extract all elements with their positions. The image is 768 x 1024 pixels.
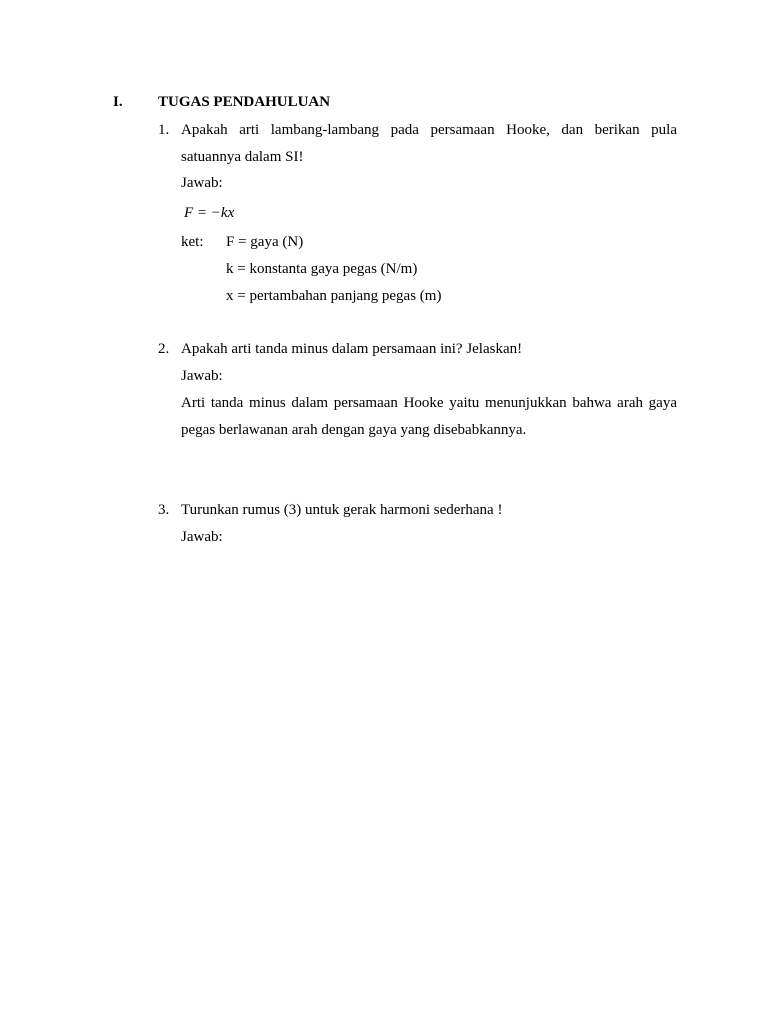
q3-question: Turunkan rumus (3) untuk gerak harmoni sederhana ! bbox=[181, 502, 503, 518]
section-title: TUGAS PENDAHULUAN bbox=[158, 94, 331, 110]
q1-ket-item: k = konstanta gaya pegas (N/m) bbox=[226, 261, 418, 277]
section-number: I. bbox=[113, 94, 123, 110]
q2-answer-label: Jawab: bbox=[181, 368, 223, 384]
q3-answer-label: Jawab: bbox=[181, 529, 223, 545]
q1-formula: F = −kx bbox=[184, 205, 235, 221]
q2-number: 2. bbox=[158, 341, 170, 357]
q1-ket-label: ket: bbox=[181, 234, 204, 250]
q1-answer-label: Jawab: bbox=[181, 175, 223, 191]
q1-ket-item: x = pertambahan panjang pegas (m) bbox=[226, 288, 442, 304]
q2-answer-line1: Arti tanda minus dalam persamaan Hooke yaitu menunjukkan bahwa arah gaya bbox=[181, 395, 677, 411]
q2-question: Apakah arti tanda minus dalam persamaan ini? Jelaskan! bbox=[181, 341, 523, 357]
q2-answer-line2: pegas berlawanan arah dengan gaya yang disebabkannya. bbox=[181, 422, 527, 438]
q1-question-line2: satuannya dalam SI! bbox=[181, 149, 304, 165]
q1-question-line1: Apakah arti lambang-lambang pada persamaan Hooke, dan berikan pula bbox=[181, 122, 677, 138]
q1-ket-item: F = gaya (N) bbox=[226, 234, 304, 250]
q3-number: 3. bbox=[158, 502, 170, 518]
q1-number: 1. bbox=[158, 122, 170, 138]
